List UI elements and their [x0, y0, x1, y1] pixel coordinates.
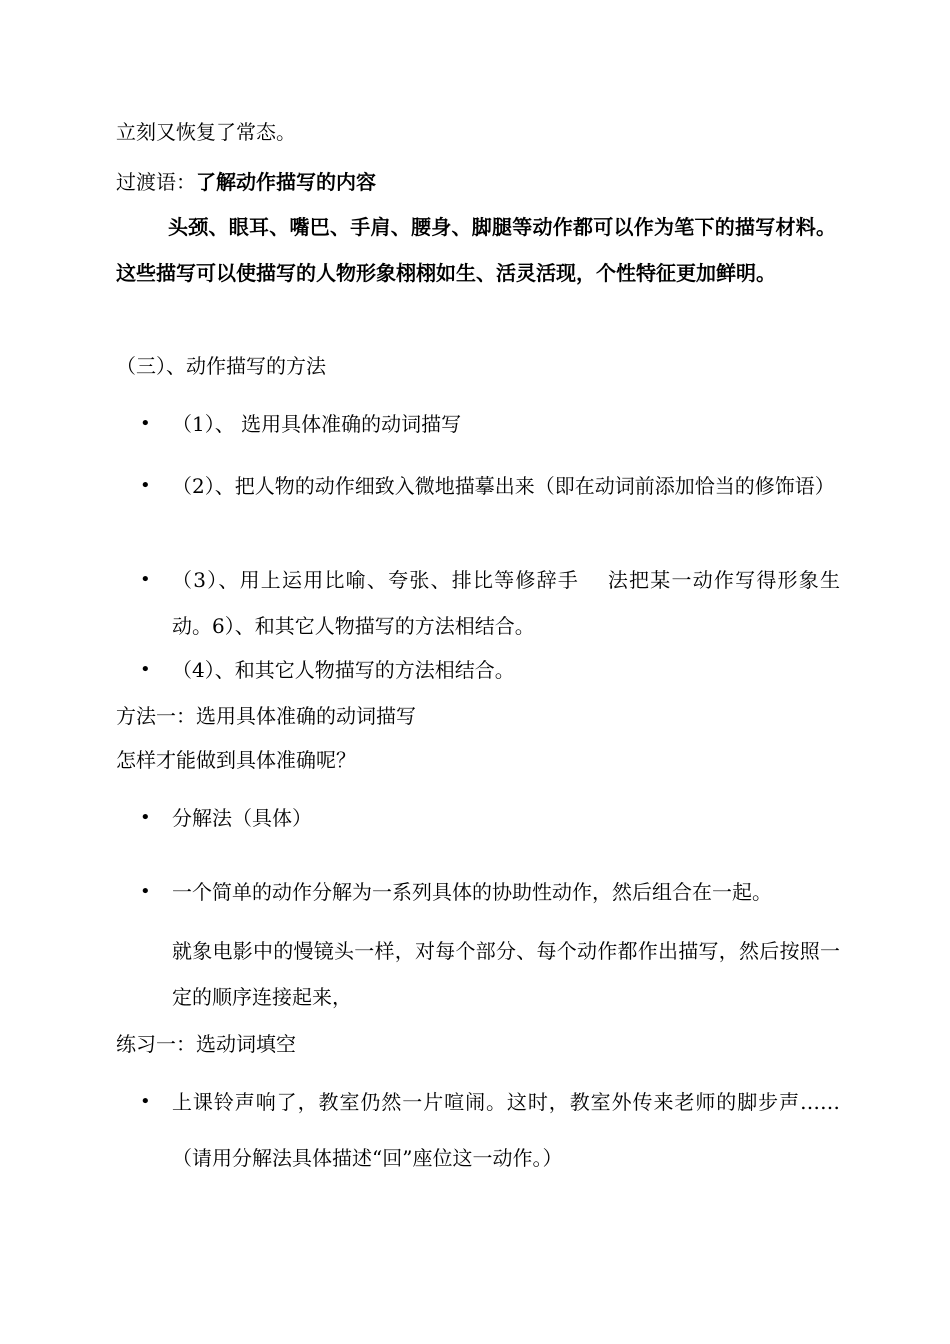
method-line: 方法一：选用具体准确的动词描写: [116, 704, 416, 728]
list-item-text: （1）、 选用具体准确的动词描写: [172, 412, 462, 436]
exercise-line: 练习一：选动词填空: [116, 1032, 296, 1056]
bullet-icon: •: [140, 659, 151, 680]
question-line: 怎样才能做到具体准确呢？: [116, 748, 356, 772]
list-item-text: （3）、用上运用比喻、夸张、排比等修辞手 法把某一动作写得形象生动。6）、和其它人物描写的方法相结合。: [172, 568, 840, 638]
bullet-icon: •: [140, 1091, 151, 1112]
bullet-icon: •: [140, 475, 151, 496]
list-item-text: 上课铃声响了，教室仍然一片喧闹。这时，教室外传来老师的脚步声……（请用分解法具体描述“回”座位这一动作。）: [172, 1090, 840, 1170]
bullet-icon: •: [140, 413, 151, 434]
transition-line: [116, 168, 376, 196]
bullet-icon: •: [140, 881, 151, 902]
list-item-text: 一个简单的动作分解为一系列具体的协助性动作，然后组合在一起。: [172, 880, 772, 904]
list-item-text: 分解法（具体）: [172, 806, 312, 830]
section-heading: （三）、动作描写的方法: [116, 354, 326, 378]
bold-paragraph: 头颈、眼耳、嘴巴、手肩、腰身、脚腿等动作都可以作为笔下的描写材料。这些描写可以使描写的人物形象栩栩如生、活灵活现，个性特征更加鲜明。: [116, 215, 836, 285]
text-line: 立刻又恢复了常态。: [116, 120, 296, 144]
bullet-icon: •: [140, 807, 151, 828]
bullet-icon: •: [140, 569, 151, 590]
list-item-text: （4）、和其它人物描写的方法相结合。: [172, 658, 515, 682]
transition-label: 过渡语：: [116, 170, 196, 194]
list-item-text: （2）、把人物的动作细致入微地描摹出来（即在动词前添加恰当的修饰语）: [172, 474, 835, 498]
continuation-paragraph: 就象电影中的慢镜头一样，对每个部分、每个动作都作出描写，然后按照一定的顺序连接起来，: [172, 939, 840, 1009]
transition-bold-text: 了解动作描写的内容: [196, 170, 376, 194]
